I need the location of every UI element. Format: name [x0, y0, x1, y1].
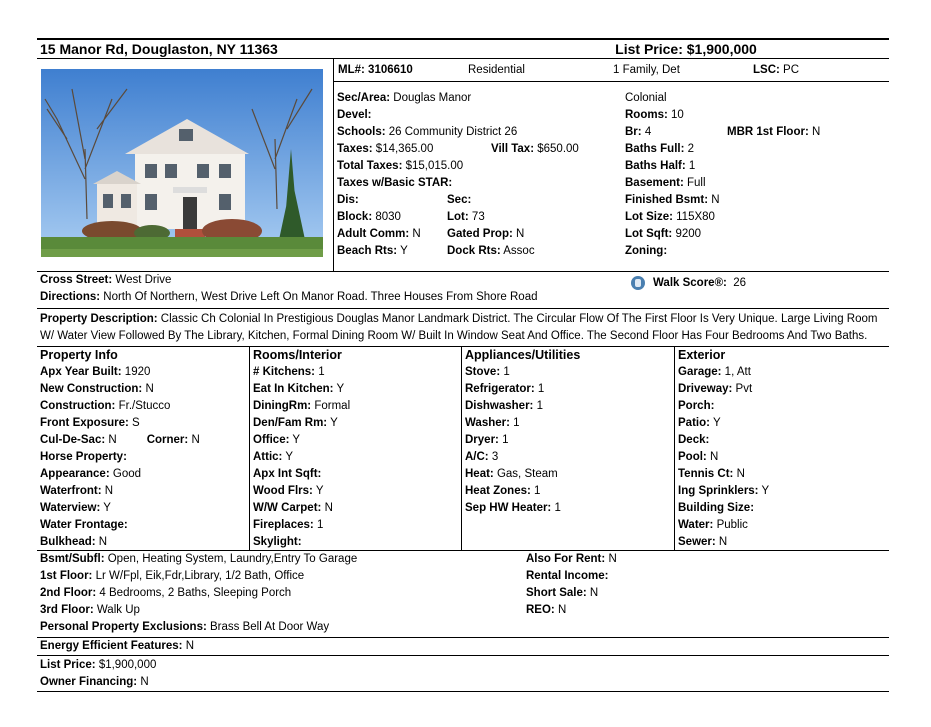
property-photo	[37, 59, 334, 271]
features-grid	[37, 347, 889, 551]
feature-apx-year-built: Apx Year Built: 1920	[40, 366, 151, 378]
detail-schools: Schools: 26 Community District 26	[337, 126, 518, 138]
directions: Directions: North Of Northern, West Drive Left On Manor Road. Three Houses From Shore Road	[40, 291, 538, 303]
feature-dryer: Dryer: 1	[465, 434, 509, 446]
property-type: Residential	[468, 64, 525, 76]
detail-blank	[447, 175, 625, 192]
feature-fireplaces: Fireplaces: 1	[253, 519, 324, 531]
footer-section	[37, 656, 889, 692]
feature-driveway: Driveway: Pvt	[678, 383, 753, 395]
feature-dishwasher: Dishwasher: 1	[465, 400, 543, 412]
detail-lot: Lot: 73	[447, 211, 485, 223]
column-title: Property Info	[40, 348, 118, 362]
property-info-column	[37, 347, 250, 550]
feature--kitchens: # Kitchens: 1	[253, 366, 325, 378]
top-section	[37, 59, 889, 272]
detail-block: Block: 8030	[337, 211, 401, 223]
floor-line: Personal Property Exclusions: Brass Bell At Door Way	[40, 621, 330, 633]
column-title: Appliances/Utilities	[465, 348, 581, 362]
feature-washer: Washer: 1	[465, 417, 520, 429]
property-style: 1 Family, Det	[613, 64, 680, 76]
feature-tennis-ct: Tennis Ct: N	[678, 468, 745, 480]
summary-panel	[334, 59, 889, 271]
feature-pool: Pool: N	[678, 451, 719, 463]
details-block	[334, 82, 889, 271]
feature-garage: Garage: 1, Att	[678, 366, 751, 378]
feature-den-fam-rm: Den/Fam Rm: Y	[253, 417, 338, 429]
feature-waterview: Waterview: Y	[40, 502, 111, 514]
feature-sep-hw-heater: Sep HW Heater: 1	[465, 502, 561, 514]
detail-taxes: Taxes: $14,365.00	[337, 143, 434, 155]
feature-deck: Deck:	[678, 434, 710, 446]
listing-header	[37, 38, 889, 59]
detail-finished-bsmt: Finished Bsmt: N	[625, 194, 720, 206]
feature-diningrm: DiningRm: Formal	[253, 400, 351, 412]
feature-wood-flrs: Wood Flrs: Y	[253, 485, 324, 497]
detail-zoning: Zoning:	[625, 245, 668, 257]
feature-office: Office: Y	[253, 434, 301, 446]
footer-line: List Price: $1,900,000	[40, 659, 157, 671]
appliances-utilities-column	[462, 347, 675, 550]
feature-eat-in-kitchen: Eat In Kitchen: Y	[253, 383, 345, 395]
rent-info	[526, 551, 617, 637]
cross-street-section	[37, 272, 889, 309]
energy-features: Energy Efficient Features: N	[37, 638, 889, 656]
detail-basement: Basement: Full	[625, 177, 706, 189]
rent-line: Also For Rent: N	[526, 553, 617, 565]
column-title: Rooms/Interior	[253, 348, 342, 362]
feature-bulkhead: Bulkhead: N	[40, 536, 108, 548]
feature-stove: Stove: 1	[465, 366, 510, 378]
list-price-header: List Price: $1,900,000	[615, 41, 757, 57]
detail-devel: Devel:	[337, 109, 372, 121]
detail-blank	[447, 158, 625, 175]
footer-line: Owner Financing: N	[40, 676, 149, 688]
mbr-first-floor: MBR 1st Floor: N	[727, 126, 821, 138]
feature-water-frontage: Water Frontage:	[40, 519, 128, 531]
floor-line: Bsmt/Subfl: Open, Heating System, Laundry,Entry To Garage	[40, 553, 358, 565]
feature-a-c: A/C: 3	[465, 451, 499, 463]
detail-baths-half: Baths Half: 1	[625, 160, 696, 172]
feature-attic: Attic: Y	[253, 451, 294, 463]
rent-line: REO: N	[526, 604, 567, 616]
listing-sheet	[37, 38, 889, 692]
property-address: 15 Manor Rd, Douglaston, NY 11363	[40, 41, 278, 57]
floors-section	[37, 551, 889, 638]
feature-ing-sprinklers: Ing Sprinklers: Y	[678, 485, 770, 497]
detail-br: Br: 4	[625, 126, 652, 138]
feature-new-construction: New Construction: N	[40, 383, 154, 395]
feature-heat: Heat: Gas, Steam	[465, 468, 558, 480]
feature-refrigerator: Refrigerator: 1	[465, 383, 545, 395]
feature-heat-zones: Heat Zones: 1	[465, 485, 541, 497]
detail-blank: Colonial	[625, 92, 667, 104]
feature-front-exposure: Front Exposure: S	[40, 417, 140, 429]
detail-blank	[447, 124, 625, 141]
detail-taxes-w-basic-star: Taxes w/Basic STAR:	[337, 177, 453, 189]
floors-list	[37, 551, 526, 637]
feature-porch: Porch:	[678, 400, 715, 412]
feature-appearance: Appearance: Good	[40, 468, 142, 480]
detail-total-taxes: Total Taxes: $15,015.00	[337, 160, 464, 172]
feature-building-size: Building Size:	[678, 502, 755, 514]
feature-w-w-carpet: W/W Carpet: N	[253, 502, 333, 514]
feature-horse-property: Horse Property:	[40, 451, 127, 463]
cross-street: Cross Street: West Drive	[40, 274, 172, 286]
detail-rooms: Rooms: 10	[625, 109, 684, 121]
detail-baths-full: Baths Full: 2	[625, 143, 695, 155]
rent-line: Rental Income:	[526, 570, 609, 582]
house-photo-image	[37, 59, 333, 271]
lsc-value: LSC: PC	[753, 64, 800, 76]
detail-blank	[447, 107, 625, 124]
detail-dis: Dis:	[337, 194, 359, 206]
rent-line: Short Sale: N	[526, 587, 599, 599]
mls-number: ML#: 3106610	[338, 64, 413, 76]
floor-line: 2nd Floor: 4 Bedrooms, 2 Baths, Sleeping Porch	[40, 587, 292, 599]
corner-value: Corner: N	[146, 434, 200, 446]
rooms-interior-column	[250, 347, 462, 550]
feature-cul-de-sac: Cul-De-Sac: N Corner: N	[40, 434, 200, 446]
detail-blank	[447, 90, 625, 107]
feature-patio: Patio: Y	[678, 417, 721, 429]
detail-sec-area: Sec/Area: Douglas Manor	[337, 92, 472, 104]
detail-dock-rts: Dock Rts: Assoc	[447, 245, 535, 257]
mls-row	[334, 59, 889, 82]
detail-lot-sqft: Lot Sqft: 9200	[625, 228, 702, 240]
property-description: Property Description: Classic Ch Colonial In Prestigious Douglas Manor Landmark District. The Circular Flow Of The First Floor Is Very Unique. Large Living Room W/ Water View Followed By The Library, Kitchen, Formal Dining Room W/ Built In Window Seat And Office. The Second Floor Has Four Bedrooms And Two Baths.	[37, 309, 889, 347]
feature-construction: Construction: Fr./Stucco	[40, 400, 171, 412]
feature-water: Water: Public	[678, 519, 748, 531]
exterior-column	[675, 347, 887, 550]
floor-line: 1st Floor: Lr W/Fpl, Eik,Fdr,Library, 1/2 Bath, Office	[40, 570, 305, 582]
detail-lot-size: Lot Size: 115X80	[625, 211, 715, 223]
feature-sewer: Sewer: N	[678, 536, 728, 548]
details-right-column	[625, 90, 727, 271]
floor-line: 3rd Floor: Walk Up	[40, 604, 140, 616]
detail-beach-rts: Beach Rts: Y	[337, 245, 408, 257]
column-title: Exterior	[678, 348, 726, 362]
detail-gated-prop: Gated Prop: N	[447, 228, 525, 240]
detail-vill-tax: Vill Tax: $650.00	[491, 143, 579, 155]
feature-apx-int-sqft: Apx Int Sqft:	[253, 468, 322, 480]
walk-score-icon	[631, 276, 645, 290]
feature-waterfront: Waterfront: N	[40, 485, 114, 497]
details-mid-column	[447, 90, 625, 271]
feature-skylight: Skylight:	[253, 536, 302, 548]
walk-score[interactable]: Walk Score®: 26	[631, 276, 746, 290]
detail-adult-comm: Adult Comm: N	[337, 228, 421, 240]
detail-sec: Sec:	[447, 194, 472, 206]
